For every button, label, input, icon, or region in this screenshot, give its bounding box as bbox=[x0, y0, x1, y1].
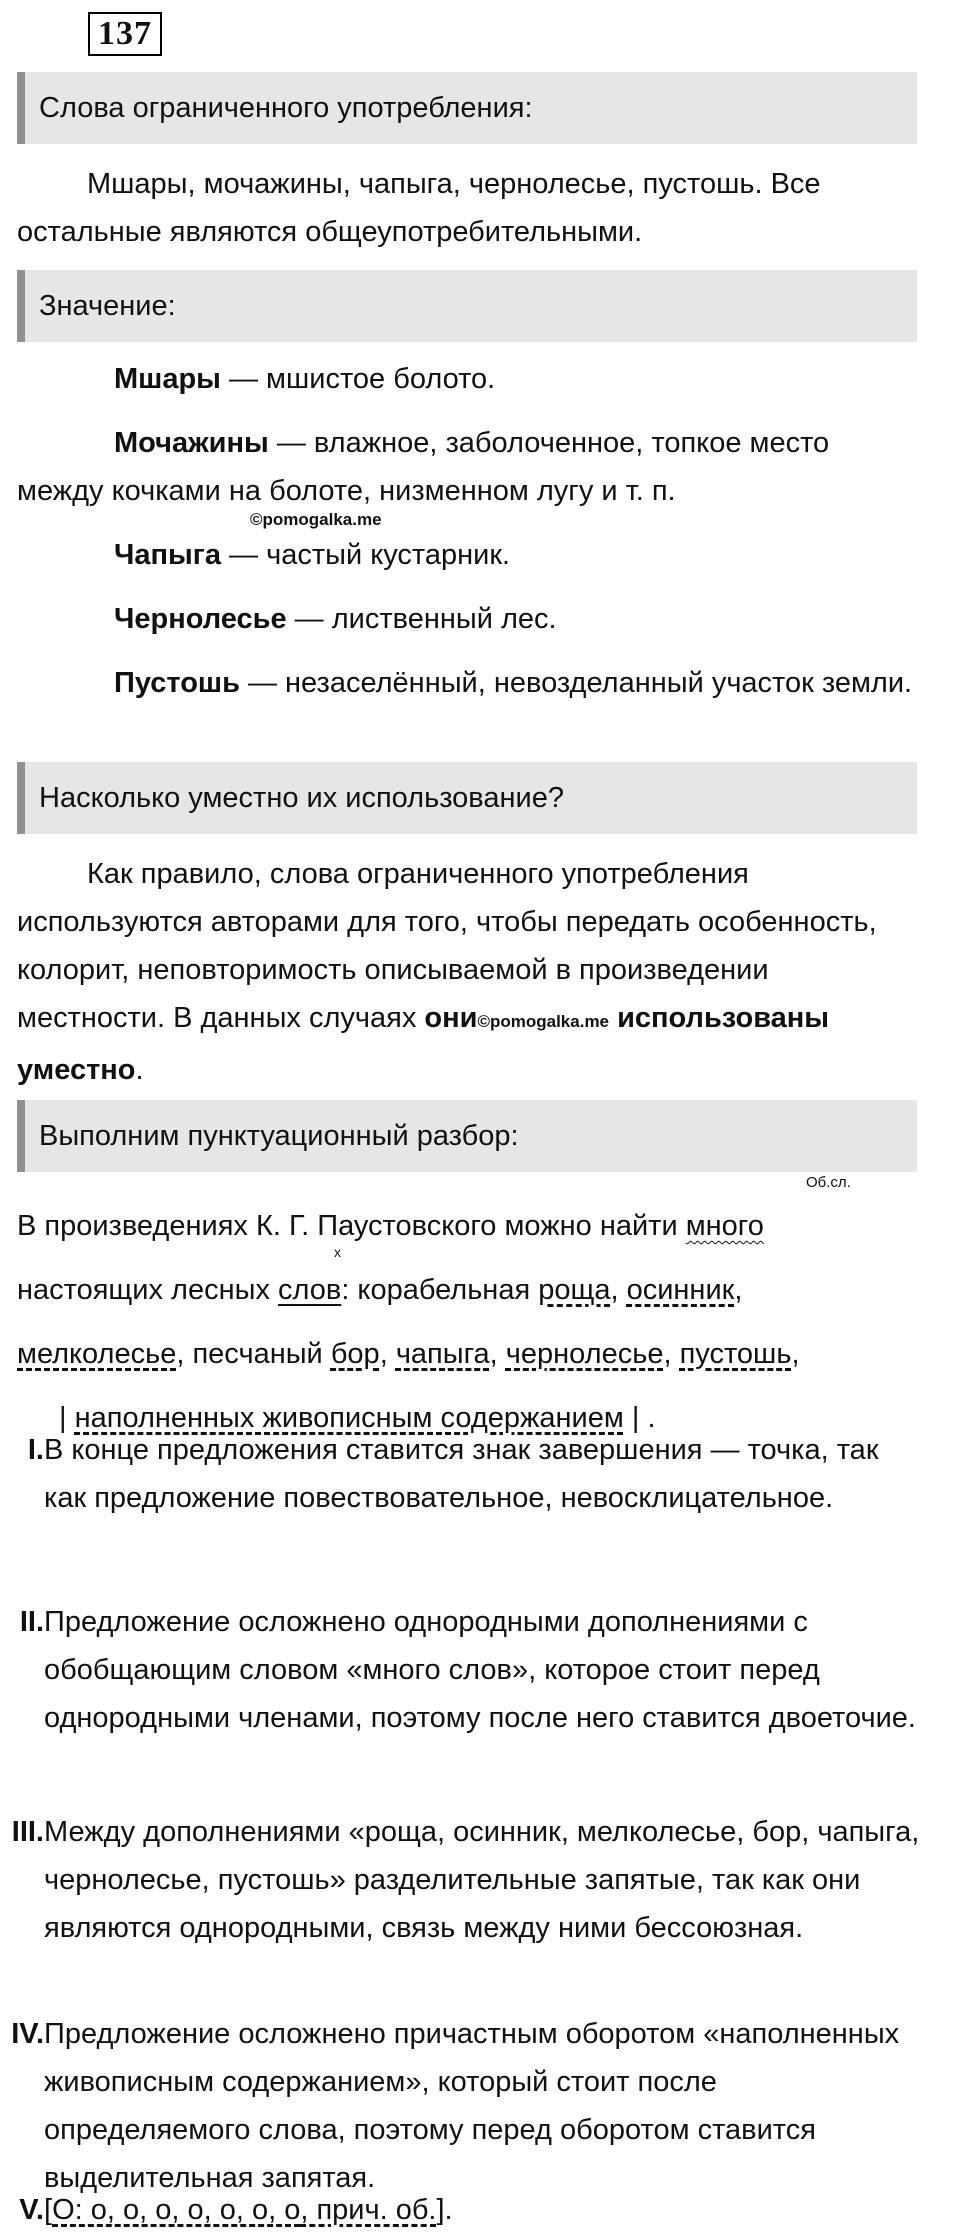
appropriateness-end: . bbox=[135, 1054, 144, 1086]
generalizing-word: много bbox=[685, 1210, 764, 1242]
definition-term: Чернолесье bbox=[114, 603, 287, 635]
sentence-text: настоящих лесных bbox=[17, 1274, 279, 1306]
homogeneous-member: пустошь bbox=[679, 1338, 792, 1370]
section-meaning: Значение: bbox=[17, 270, 917, 342]
participle-boundary: | bbox=[631, 1402, 640, 1434]
definition-text: — незаселённый, невозделанный участок земли. bbox=[239, 667, 913, 699]
task-number: 137 bbox=[88, 12, 162, 56]
appropriateness-bold-used: использованы уместно bbox=[17, 1002, 830, 1086]
definition-text: — мшистое болото. bbox=[220, 363, 496, 395]
rule-number: II. bbox=[19, 1606, 44, 1638]
rule-item bbox=[0, 1426, 920, 1570]
definition-term: Чапыга bbox=[114, 539, 221, 571]
rule-number: V. bbox=[19, 2194, 44, 2226]
rule-text: Предложение осложнено причастным оборотом «наполненных живописным содержанием», который стоит после определяемого слова, поэтому перед оборотом ставится выделительная запятая. bbox=[44, 2018, 900, 2194]
rule-text: В конце предложения ставится знак завершения — точка, так как предложение повествовательное, невосклицательное. bbox=[44, 1434, 879, 1514]
section-restricted-words: Слова ограниченного употребления: bbox=[17, 72, 917, 144]
definition-item bbox=[17, 531, 917, 579]
rule-number: III. bbox=[11, 1816, 44, 1848]
definition-item bbox=[17, 659, 917, 707]
homogeneous-member: роща bbox=[538, 1274, 611, 1306]
rule-number: IV. bbox=[11, 2018, 44, 2050]
participial-phrase: наполненных живописным содержанием bbox=[74, 1402, 624, 1434]
sentence-text: В произведениях К. Г. Паустовского можно найти bbox=[17, 1210, 686, 1242]
appropriateness-paragraph bbox=[17, 850, 917, 1094]
definition-text: — лиственный лес. bbox=[286, 603, 557, 635]
participle-boundary: | bbox=[59, 1402, 67, 1434]
rule-item bbox=[0, 2010, 920, 2202]
section-punctuation-analysis: Выполним пунктуационный разбор: bbox=[17, 1100, 917, 1172]
definition-item bbox=[17, 419, 917, 515]
sentence-text: песчаный bbox=[192, 1338, 331, 1370]
rule-item bbox=[0, 1598, 920, 1790]
sentence-text: : корабельная bbox=[341, 1274, 539, 1306]
definition-text: — влажное, заболоченное, топкое место между кочками на болоте, низменном лугу и т. п. bbox=[17, 427, 830, 507]
watermark: ©pomogalka.me bbox=[250, 510, 382, 529]
scheme-bracket: [ bbox=[44, 2194, 53, 2226]
scheme-participle: , прич. об. bbox=[300, 2194, 437, 2226]
scheme-objects: О: о, о, о, о, о, о, о bbox=[52, 2194, 301, 2226]
rule-item-scheme bbox=[0, 2186, 920, 2234]
rule-text: Предложение осложнено однородными дополнениями с обобщающим словом «много слов», которое стоит перед однородными членами, поэтому после него ставится двоеточие. bbox=[44, 1606, 916, 1734]
definition-term: Мочажины bbox=[114, 427, 269, 459]
homogeneous-member: мелколесье bbox=[17, 1338, 177, 1370]
appropriateness-text: Как правило, слова ограниченного употребления используются авторами для того, чтобы передать особенность, колорит, неповторимость описываемой в произведении местности. В данных случаях bbox=[17, 858, 877, 1034]
rule-number: I. bbox=[27, 1434, 44, 1466]
head-word-mark: x bbox=[334, 1244, 341, 1260]
head-noun: слов bbox=[278, 1274, 342, 1306]
restricted-words-paragraph: Мшары, мочажины, чапыга, чернолесье, пустошь. Все остальные являются общеупотребительными. bbox=[17, 168, 821, 248]
scheme-bracket: ]. bbox=[436, 2194, 453, 2226]
homogeneous-member: чапыга bbox=[395, 1338, 490, 1370]
homogeneous-member: чернолесье bbox=[505, 1338, 664, 1370]
homogeneous-member: бор bbox=[330, 1338, 380, 1370]
rule-text: Между дополнениями «роща, осинник, мелколесье, бор, чапыга, чернолесье, пустошь» разделительные запятые, так как они являются однородными, связь между ними бессоюзная. bbox=[44, 1816, 920, 1944]
definition-item bbox=[17, 355, 917, 403]
sentence-period: . bbox=[647, 1402, 656, 1434]
definition-item bbox=[17, 595, 917, 643]
rule-item bbox=[0, 1808, 920, 2000]
section-appropriateness: Насколько уместно их использование? bbox=[17, 762, 917, 834]
definitions-list bbox=[17, 355, 917, 707]
sentence-scheme bbox=[44, 2186, 920, 2234]
appropriateness-bold-they: они bbox=[424, 1002, 478, 1034]
watermark: ©pomogalka.me bbox=[477, 1012, 610, 1031]
homogeneous-member: осинник bbox=[626, 1274, 735, 1306]
definition-text: — частый кустарник. bbox=[221, 539, 511, 571]
analyzed-sentence: В произведениях К. Г. Паустовского можно найти много настоящих лесных слов: корабельная роща, осинник, мелколесье, песчаный бор, чапыга, чернолесье, пустошь, | наполненных живописным содержанием | . bbox=[17, 1210, 800, 1434]
generalizing-word-label: Об.сл. bbox=[806, 1174, 851, 1191]
definition-term: Пустошь bbox=[114, 667, 240, 699]
definition-term: Мшары bbox=[114, 363, 221, 395]
